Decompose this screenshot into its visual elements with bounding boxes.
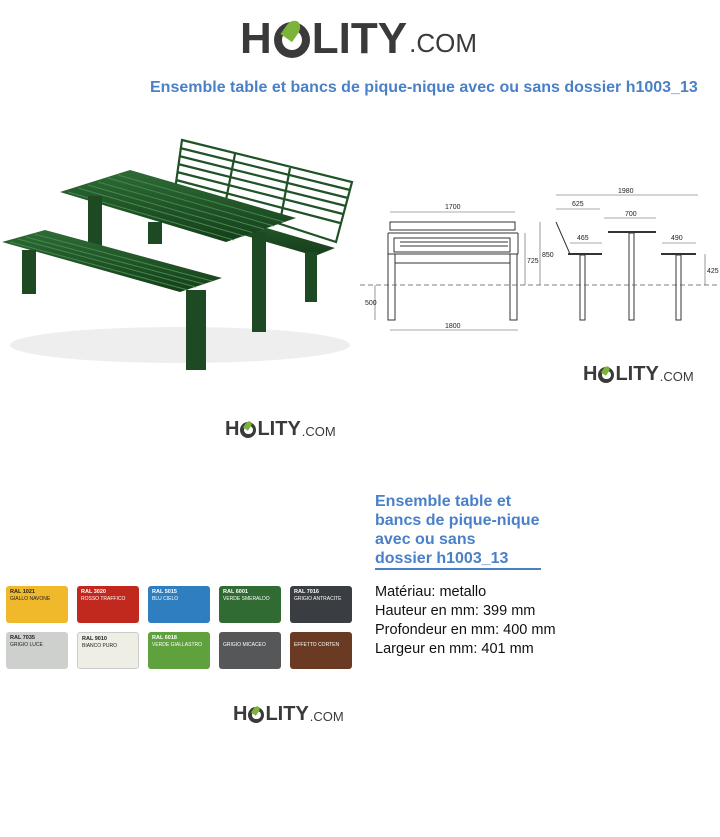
logo-letters-lity: LITY	[311, 14, 408, 63]
logo-suffix: .COM	[659, 369, 694, 384]
logo-o-icon	[274, 22, 310, 58]
product-title-line: avec ou sans	[375, 531, 476, 548]
dim-700: 700	[625, 211, 637, 218]
color-swatch[interactable]: RAL 6018 VERDE GIALLASTRO	[148, 632, 210, 669]
color-swatch[interactable]: RAL 6001 VERDE SMERALDO	[219, 586, 281, 623]
logo-letters-lity: LITY	[265, 703, 309, 725]
logo-letters-lity: LITY	[615, 363, 659, 385]
dim-1700: 1700	[445, 204, 461, 211]
spec-depth: Profondeur en mm: 400 mm	[375, 622, 556, 638]
logo-o-icon	[240, 422, 256, 438]
logo-letter-h: H	[233, 703, 248, 725]
color-swatch[interactable]: RAL 5015 BLU CIELO	[148, 586, 210, 623]
dim-725: 725	[527, 258, 539, 265]
product-title[interactable]	[375, 492, 545, 570]
spec-material: Matériau: metallo	[375, 584, 487, 600]
dim-850: 850	[542, 252, 554, 259]
color-swatch[interactable]: GRIGIO MICACEO	[219, 632, 281, 669]
logo-letter-h: H	[240, 14, 272, 63]
logo-suffix: .COM	[309, 709, 344, 724]
dim-500: 500	[365, 300, 377, 307]
product-title-line: bancs de pique-nique	[375, 512, 540, 529]
color-swatch[interactable]: RAL 7016 GRIGIO ANTRACITE	[290, 586, 352, 623]
color-swatch[interactable]: RAL 3020 ROSSO TRAFFICO	[77, 586, 139, 623]
holity-logo-product	[225, 418, 336, 441]
color-swatch[interactable]: EFFETTO CORTEN	[290, 632, 352, 669]
dim-1800: 1800	[445, 323, 461, 330]
holity-logo-drawing	[583, 363, 694, 386]
color-swatches	[6, 586, 352, 669]
logo-letter-h: H	[225, 418, 240, 440]
dim-490: 490	[671, 235, 683, 242]
spec-height: Hauteur en mm: 399 mm	[375, 603, 536, 619]
logo-o-icon	[248, 707, 264, 723]
logo-letter-h: H	[583, 363, 598, 385]
product-image	[0, 130, 360, 375]
color-swatch[interactable]: RAL 9010 BIANCO PURO	[77, 632, 139, 669]
logo-suffix: .COM	[409, 28, 477, 58]
technical-drawing	[360, 185, 720, 335]
logo-o-icon	[598, 367, 614, 383]
dim-1980: 1980	[618, 188, 634, 195]
product-title-line: Ensemble table et	[375, 493, 512, 510]
logo-letters-lity: LITY	[257, 418, 301, 440]
holity-logo[interactable]	[240, 14, 477, 64]
dim-625: 625	[572, 201, 584, 208]
holity-logo-colors	[233, 703, 344, 726]
color-swatch[interactable]: RAL 7035 GRIGIO LUCE	[6, 632, 68, 669]
dim-425: 425	[707, 268, 719, 275]
logo-suffix: .COM	[301, 424, 336, 439]
product-title-line: dossier h1003_13	[375, 549, 541, 570]
color-swatch[interactable]: RAL 1021 GIALLO NAVONE	[6, 586, 68, 623]
spec-width: Largeur en mm: 401 mm	[375, 641, 534, 657]
dim-465: 465	[577, 235, 589, 242]
page-title: Ensemble table et bancs de pique-nique avec ou sans dossier h1003_13	[150, 79, 698, 96]
